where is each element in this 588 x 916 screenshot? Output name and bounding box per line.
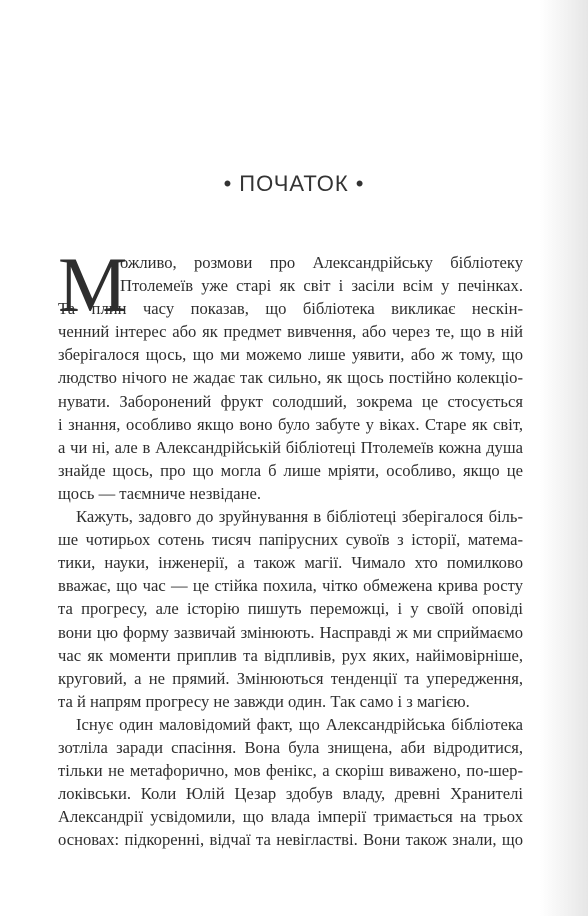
text-line: і знання, особливо якщо воно було забуте у віках. Старе як світ, <box>58 414 523 434</box>
paragraph-1 <box>58 241 523 505</box>
heading-bullet-right: • <box>355 171 365 196</box>
text-line: Александрії усвідомили, що влада імперії тримається на трьох <box>58 807 523 827</box>
text-line: час як моменти приплив та відпливів, рух яких, найімовірніше, <box>58 645 523 665</box>
text-line: Існує один маловідомий факт, що Александрійська бібліотека <box>76 714 523 734</box>
text-line: зберігалося щось, що ми можемо лише уявити, або ж тому, що <box>58 345 523 365</box>
text-line: тики, науки, інженерії, а також магії. Чимало хто помилково <box>58 553 523 573</box>
text-line: зотліла заради спасіння. Вона була знищена, аби відродитися, <box>58 737 523 757</box>
text-line: круговий, а не прямий. Змінюються тенденції та упередження, <box>58 668 523 688</box>
text-line: знайде щось, про що могла б лише мріяти, особливо, якщо це <box>58 460 523 480</box>
text-line: людство нічого не жадає так сильно, як щось постійно колекціо- <box>58 368 523 388</box>
chapter-heading <box>0 171 588 197</box>
text-line: основах: підкоренні, відчаї та невігластві. Вони також знали, що <box>58 830 523 850</box>
heading-bullet-left: • <box>223 171 233 196</box>
paragraph-3 <box>58 713 523 852</box>
text-line: ченний інтерес або як предмет вивчення, або через те, що в ній <box>58 322 523 342</box>
drop-cap: М <box>58 241 128 328</box>
text-line: локівськи. Коли Юлій Цезар здобув владу, древні Хранителі <box>58 784 523 804</box>
body-text <box>58 241 523 851</box>
paragraph-2 <box>58 505 523 713</box>
text-line: Птолемеїв уже старі як світ і засіли всім у печінках. <box>120 276 523 296</box>
text-line: щось — таємниче незвідане. <box>58 483 262 503</box>
text-line: а чи ні, але в Александрійській бібліотеці Птолемеїв кожна душа <box>58 437 523 457</box>
chapter-title: ПОЧАТОК <box>239 171 349 196</box>
text-line: тільки не метафорично, мов фенікс, а скоріш виважено, по-шер- <box>58 761 523 781</box>
text-line: нувати. Заборонений фрукт солодший, зокрема це стосується <box>58 391 523 411</box>
text-line: та прогресу, але історію пишуть переможці, і у своїй оповіді <box>58 599 523 619</box>
text-line: ожливо, розмови про Александрійську бібліотеку <box>120 253 523 272</box>
text-line: та й напрям прогресу не завжди один. Так само і з магією. <box>58 691 470 711</box>
text-line: Та плин часу показав, що бібліотека викликає нескін- <box>58 299 523 319</box>
text-line: ше чотирьох сотень тисяч папірусних сувоїв з історії, матема- <box>58 530 523 550</box>
text-line: вони цю форму зазвичай змінюють. Насправді ж ми сприймаємо <box>58 622 523 642</box>
text-line: вважає, що час — це стійка похила, чітко обмежена крива росту <box>58 576 523 596</box>
text-line: Кажуть, задовго до зруйнування в бібліотеці зберігалося біль- <box>76 507 523 527</box>
